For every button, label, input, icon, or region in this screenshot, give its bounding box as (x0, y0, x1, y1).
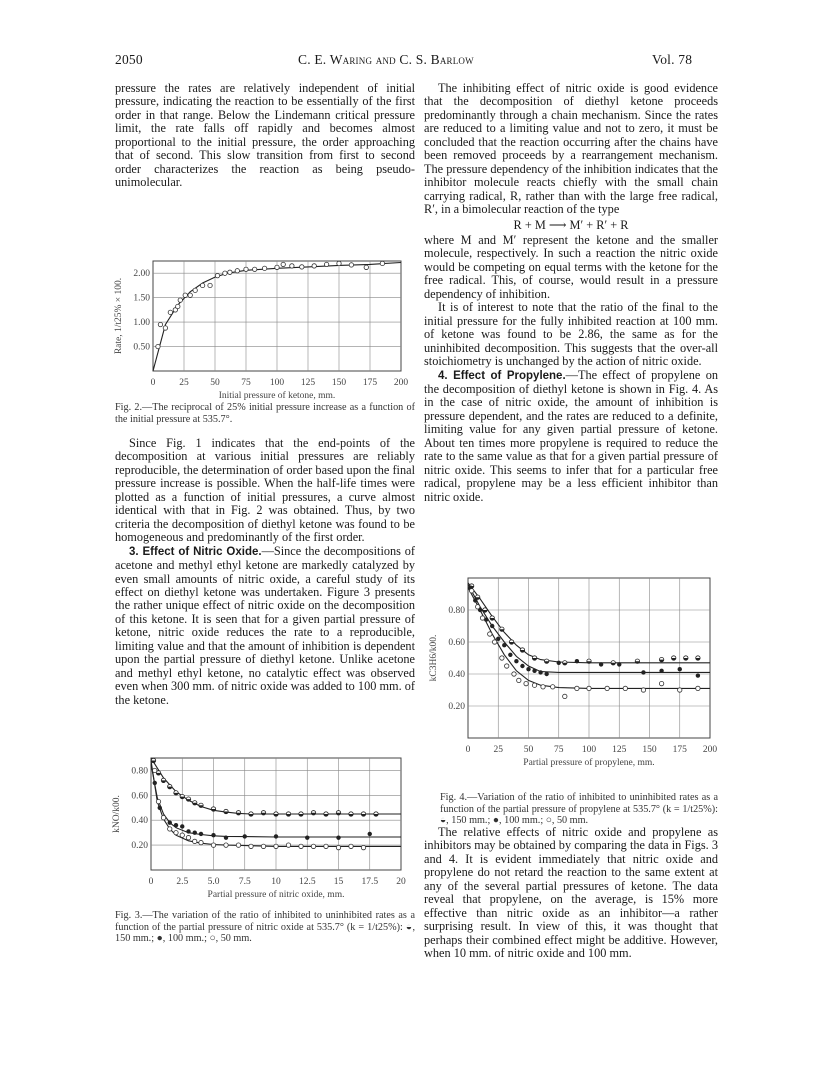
data-point (286, 843, 290, 847)
x-tick-label: 50 (210, 378, 220, 388)
data-point (261, 844, 265, 848)
data-point (502, 643, 506, 647)
y-tick-label: 0.80 (131, 766, 148, 777)
data-point (168, 827, 172, 831)
data-point (174, 830, 178, 834)
data-point (364, 265, 368, 269)
data-point (158, 322, 162, 326)
data-point (312, 264, 316, 268)
y-axis-label: kC3H6/k00. (429, 634, 439, 682)
data-point (180, 833, 184, 837)
x-tick-label: 75 (241, 378, 251, 388)
data-point (290, 264, 294, 268)
data-point (480, 616, 484, 620)
data-point (199, 840, 203, 844)
data-point (696, 673, 700, 677)
data-point (235, 269, 239, 273)
left-column-bottom (115, 437, 415, 707)
data-point (281, 262, 285, 266)
x-tick-label: 150 (331, 378, 347, 388)
page-number: 2050 (115, 52, 143, 67)
y-tick-label: 1.50 (133, 293, 150, 304)
data-point (508, 653, 512, 657)
data-point (156, 799, 160, 803)
data-point (336, 835, 340, 839)
data-point (163, 326, 167, 330)
data-point (176, 304, 180, 308)
data-point (211, 843, 215, 847)
data-point (161, 816, 165, 820)
data-point (641, 688, 645, 692)
data-point (236, 843, 240, 847)
data-point (469, 589, 473, 593)
data-point (224, 843, 228, 847)
section-body: —Since the decompositions of acetone and methyl ethyl ketone are markedly catalyzed by even small amounts of nitric oxide, a careful study of its effect on diethyl ketone was undertaken. Figure 3 presents the rather unique effect of nitric oxide on the decomposition of this ketone. It is seen that for a given partial pressure of ketone, nitric oxide reduces the rate to a reproducible, limiting value and that the amount of inhibition is dependent upon the partial pressure of diethyl ketone. Unlike acetone and methyl ethyl ketone, no catalytic effect was observed even when 300 mm. of nitric oxide was added to 100 mm. of the ketone. (115, 543, 415, 707)
x-tick-label: 20 (396, 877, 406, 887)
x-tick-label: 5.0 (207, 877, 220, 887)
y-axis-label: Rate, 1/t25% × 100. (114, 277, 124, 355)
x-tick-label: 75 (554, 745, 564, 755)
figure-4-caption: Fig. 4.—Variation of the ratio of inhibited to uninhibited rates as a function of the partial pressure of propylene at 535.7° (k = 1/t25%): ◒, 150 mm.; ●, 100 mm.; ○, 50 mm. (440, 792, 718, 827)
data-point (496, 637, 500, 641)
data-point (324, 844, 328, 848)
x-tick-label: 0 (148, 877, 154, 887)
data-point (678, 688, 682, 692)
data-point (490, 624, 494, 628)
data-point (168, 821, 172, 825)
data-point (623, 686, 627, 690)
data-point (599, 662, 603, 666)
y-tick-label: 0.50 (133, 342, 150, 353)
figure-2 (115, 253, 415, 420)
data-point (336, 845, 340, 849)
data-point (541, 685, 545, 689)
data-point (224, 835, 228, 839)
data-point (188, 293, 192, 297)
data-point (492, 640, 496, 644)
data-point (659, 669, 663, 673)
x-tick-label: 7.5 (238, 877, 251, 887)
x-tick-label: 150 (642, 745, 657, 755)
data-point (183, 293, 187, 297)
data-point (520, 664, 524, 668)
y-tick-label: 0.40 (448, 670, 465, 680)
data-point (512, 672, 516, 676)
data-point (193, 830, 197, 834)
data-point (337, 261, 341, 265)
data-point (544, 672, 548, 676)
x-tick-label: 0 (465, 745, 471, 755)
data-point (223, 271, 227, 275)
data-point (605, 686, 609, 690)
data-point (349, 263, 353, 267)
x-tick-label: 0 (150, 378, 156, 388)
x-tick-label: 25 (493, 745, 503, 755)
data-point (228, 270, 232, 274)
data-point (211, 833, 215, 837)
y-tick-label: 2.00 (133, 269, 150, 280)
y-tick-label: 0.20 (448, 702, 465, 712)
data-point (488, 632, 492, 636)
x-tick-label: 2.5 (176, 877, 189, 887)
data-point (617, 662, 621, 666)
y-tick-label: 0.80 (448, 606, 465, 616)
x-tick-label: 50 (523, 745, 534, 755)
right-column-top (424, 82, 718, 504)
paragraph: The inhibiting effect of nitric oxide is good evidence that the decomposition of diethyl ketone proceeds predominantly through a chain mechanism. Since the rates are reduced to a limiting value and not to zero, it must be concluded that the reaction occurring after the chains have been removed proceeds by a rearrangement mechanism. The pressure dependency of the inhibition indicates that the inhibitor molecule reacts chiefly with the small chain carrying radical, R, rather than with the large free radical, R′, in a bimolecular reaction of the type (424, 81, 718, 217)
data-point (174, 823, 178, 827)
figure-2-caption: Fig. 2.—The reciprocal of 25% initial pressure increase as a function of the initial pressure at 535.7°. (115, 402, 415, 425)
x-axis-label: Partial pressure of propylene, mm. (523, 758, 655, 768)
data-point (311, 844, 315, 848)
x-tick-label: 125 (300, 378, 316, 388)
data-point (514, 659, 518, 663)
data-point (505, 664, 509, 668)
data-point (475, 605, 479, 609)
data-point (299, 844, 303, 848)
x-tick-label: 15 (333, 877, 344, 887)
data-point (243, 834, 247, 838)
running-title: C. E. Waring and C. S. Barlow (298, 52, 474, 67)
paragraph (115, 545, 415, 707)
figure-3-caption: Fig. 3.—The variation of the ratio of inhibited to uninhibited rates as a function of the partial pressure of nitric oxide at 535.7° (k = 1/t25%): ◒, 150 mm.; ●, 100 mm.; ○, 50 mm. (115, 910, 415, 945)
data-point (517, 678, 521, 682)
section-heading: 3. Effect of Nitric Oxide. (129, 545, 262, 558)
figure-3-chart (112, 752, 415, 902)
x-tick-label: 10 (271, 877, 281, 887)
section-body: —The effect of propylene on the decomposition of diethyl ketone is shown in Fig. 4. As in the case of nitric oxide, the amount of inhibition is pressure dependent, and the rates are reduced to a definite, limiting value for any given partial pressure of ketone. About ten times more propylene is required to reduce the rate to the same value as that for a given partial pressure of nitric oxide. This seems to infer that for a particular free radical, propylene may be a less efficient inhibitor than nitric oxide. (424, 367, 718, 504)
y-tick-label: 0.20 (131, 841, 148, 852)
x-tick-label: 100 (269, 378, 285, 388)
data-point (275, 265, 279, 269)
y-axis-label: kNO/k00. (112, 795, 122, 833)
data-point (575, 659, 579, 663)
data-point (641, 670, 645, 674)
data-point (500, 656, 504, 660)
data-point (324, 262, 328, 266)
x-axis-label: Initial pressure of ketone, mm. (218, 391, 336, 401)
y-tick-label: 0.60 (448, 638, 465, 648)
data-point (659, 681, 663, 685)
data-point (551, 685, 555, 689)
paragraph: where M and M′ represent the ketone and the smaller molecule, respectively. In such a reaction the nitric oxide would be competing on equal terms with the ketone for the free radical. This, of course, would result in a pressure dependency of inhibition. (424, 232, 718, 301)
reaction-equation: R + M ⟶ M′ + R′ + R (513, 217, 629, 232)
data-point (305, 835, 309, 839)
data-point (178, 298, 182, 302)
data-point (557, 661, 561, 665)
data-point (262, 266, 266, 270)
figure-4 (424, 572, 718, 777)
paragraph (424, 369, 718, 505)
data-point (180, 824, 184, 828)
data-point (368, 832, 372, 836)
data-point (186, 835, 190, 839)
data-point (349, 844, 353, 848)
figure-2-chart (115, 253, 415, 415)
data-point (575, 686, 579, 690)
paragraph: Since Fig. 1 indicates that the end-points of the decomposition at various initial pressures are reliably reproducible, the determination of order based upon the final pressure increase is possible. When the half-life times were plotted as a function of initial pressures, a curve almost identical with that in Fig. 2 was obtained. Thus, by two criteria the decomposition of diethyl ketone was found to be homogeneous and predominantly of the first order. (115, 436, 415, 545)
figure-3 (112, 752, 415, 907)
data-point (249, 844, 253, 848)
data-point (532, 683, 536, 687)
data-point (587, 686, 591, 690)
paragraph: It is of interest to note that the ratio of the final to the initial pressure for the fully inhibited reaction at 100 mm. of ketone was found to be 2.86, the same as for the uninhibited decomposition. This suggests that the over-all stoichiometry is unchanged by the action of nitric oxide. (424, 300, 718, 369)
right-column-bottom (424, 826, 718, 961)
data-point (678, 667, 682, 671)
data-point (696, 686, 700, 690)
data-point (526, 667, 530, 671)
data-point (524, 681, 528, 685)
data-point (168, 310, 172, 314)
data-point (200, 283, 204, 287)
data-point (274, 834, 278, 838)
x-tick-label: 175 (672, 745, 687, 755)
data-point (274, 844, 278, 848)
x-tick-label: 125 (612, 745, 627, 755)
data-point (186, 829, 190, 833)
data-point (532, 669, 536, 673)
x-axis-label: Partial pressure of nitric oxide, mm. (207, 890, 345, 900)
data-point (193, 288, 197, 292)
data-point (199, 832, 203, 836)
x-tick-label: 12.5 (298, 877, 316, 887)
figure-4-chart (424, 572, 718, 772)
y-tick-label: 0.60 (131, 791, 148, 802)
x-tick-label: 200 (702, 745, 718, 755)
data-point (252, 267, 256, 271)
x-tick-label: 200 (393, 378, 409, 388)
data-point (380, 261, 384, 265)
x-tick-label: 100 (581, 745, 597, 755)
data-point (193, 839, 197, 843)
data-point (153, 768, 157, 772)
y-tick-label: 0.40 (131, 816, 148, 827)
paragraph: The relative effects of nitric oxide and propylene as inhibitors may be obtained by comparing the data in Figs. 3 and 4. It is evident immediately that nitric oxide and propylene do not retard the reaction to the same extent at any of the several partial pressures of ketone. The data reveal that propylene, on the average, is 15% more effective than nitric oxide as an inhibitor—a rather surprising result. In view of this, it was thought that perhaps their combined effect might be additive. However, when 10 mm. of nitric oxide and 100 mm. (424, 825, 718, 961)
paragraph: pressure the rates are relatively independent of initial pressure, indicating the reaction to be essentially of the first order in that range. Below the Lindemann critical pressure limit, the rate falls off rapidly and becomes almost proportional to the initial pressure, the order approaching that of second. This slow transition from first to second order characterizes the reaction as being pseudo-unimolecular. (115, 81, 415, 190)
volume-label: Vol. 78 (652, 52, 693, 67)
data-point (215, 273, 219, 277)
data-point (300, 265, 304, 269)
data-point (244, 267, 248, 271)
left-column-top (115, 82, 415, 190)
data-point (156, 344, 160, 348)
x-tick-label: 25 (179, 378, 189, 388)
data-point (208, 283, 212, 287)
y-tick-label: 1.00 (133, 318, 150, 329)
data-point (563, 694, 567, 698)
x-tick-label: 17.5 (361, 877, 379, 887)
x-tick-label: 175 (362, 378, 378, 388)
section-heading: 4. Effect of Propylene. (438, 369, 566, 382)
data-point (361, 845, 365, 849)
data-point (538, 670, 542, 674)
